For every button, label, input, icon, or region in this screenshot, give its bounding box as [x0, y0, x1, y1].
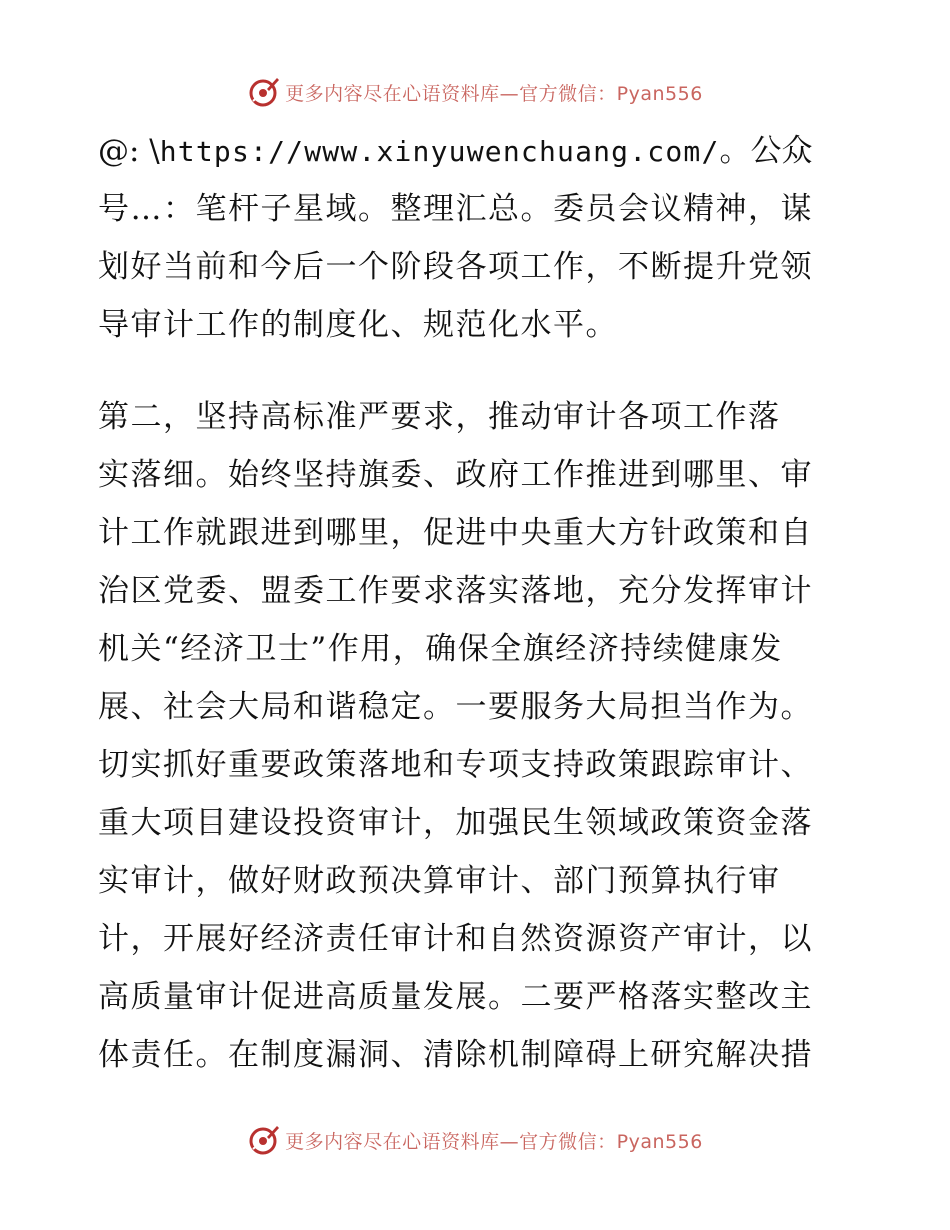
paragraph2-line: 第二，坚持高标准严要求，推动审计各项工作落 — [98, 399, 781, 435]
paragraph-spacer — [98, 354, 858, 388]
paragraph1-line: 划好当前和今后一个阶段各项工作，不断提升党领 — [98, 249, 813, 285]
header-banner-text: 更多内容尽在心语资料库—官方微信：Pyan556 — [285, 82, 703, 105]
paragraph2-line: 治区党委、盟委工作要求落实落地，充分发挥审计 — [98, 573, 813, 609]
url-suffix: 。公众 — [719, 133, 813, 169]
paragraph2-line: 计，开展好经济责任审计和自然资源资产审计，以 — [98, 921, 813, 957]
header-watermark-banner — [0, 72, 950, 112]
footer-banner-text: 更多内容尽在心语资料库—官方微信：Pyan556 — [285, 1130, 703, 1153]
paragraph1-line: 号…：笔杆子星域。整理汇总。委员会议精神，谋 — [98, 191, 813, 227]
pen-logo-icon — [247, 1123, 281, 1157]
pen-logo-icon — [247, 75, 281, 109]
paragraph2-line: 计工作就跟进到哪里，促进中央重大方针政策和自 — [98, 515, 813, 551]
paragraph2-line: 切实抓好重要政策落地和专项支持政策跟踪审计、 — [98, 747, 813, 783]
paragraph2-line: 实落细。始终坚持旗委、政府工作推进到哪里、审 — [98, 457, 813, 493]
website-url-text: https://www.xinyuwenchuang.com/ — [159, 135, 720, 168]
paragraph1-line: 导审计工作的制度化、规范化水平。 — [98, 307, 618, 343]
url-prefix: @: \ — [98, 133, 160, 169]
paragraph1-line1 — [98, 122, 858, 180]
paragraph2-line: 体责任。在制度漏洞、清除机制障碍上研究解决措 — [98, 1037, 813, 1073]
paragraph2-line: 机关“经济卫士”作用，确保全旗经济持续健康发 — [98, 631, 783, 667]
paragraph2-line: 实审计，做好财政预决算审计、部门预算执行审 — [98, 863, 781, 899]
footer-watermark-banner — [0, 1120, 950, 1160]
paragraph2-line: 重大项目建设投资审计，加强民生领域政策资金落 — [98, 805, 813, 841]
paragraph2-line: 高质量审计促进高质量发展。二要严格落实整改主 — [98, 979, 813, 1015]
paragraph2-line: 展、社会大局和谐稳定。一要服务大局担当作为。 — [98, 689, 813, 725]
document-body — [98, 122, 858, 1084]
